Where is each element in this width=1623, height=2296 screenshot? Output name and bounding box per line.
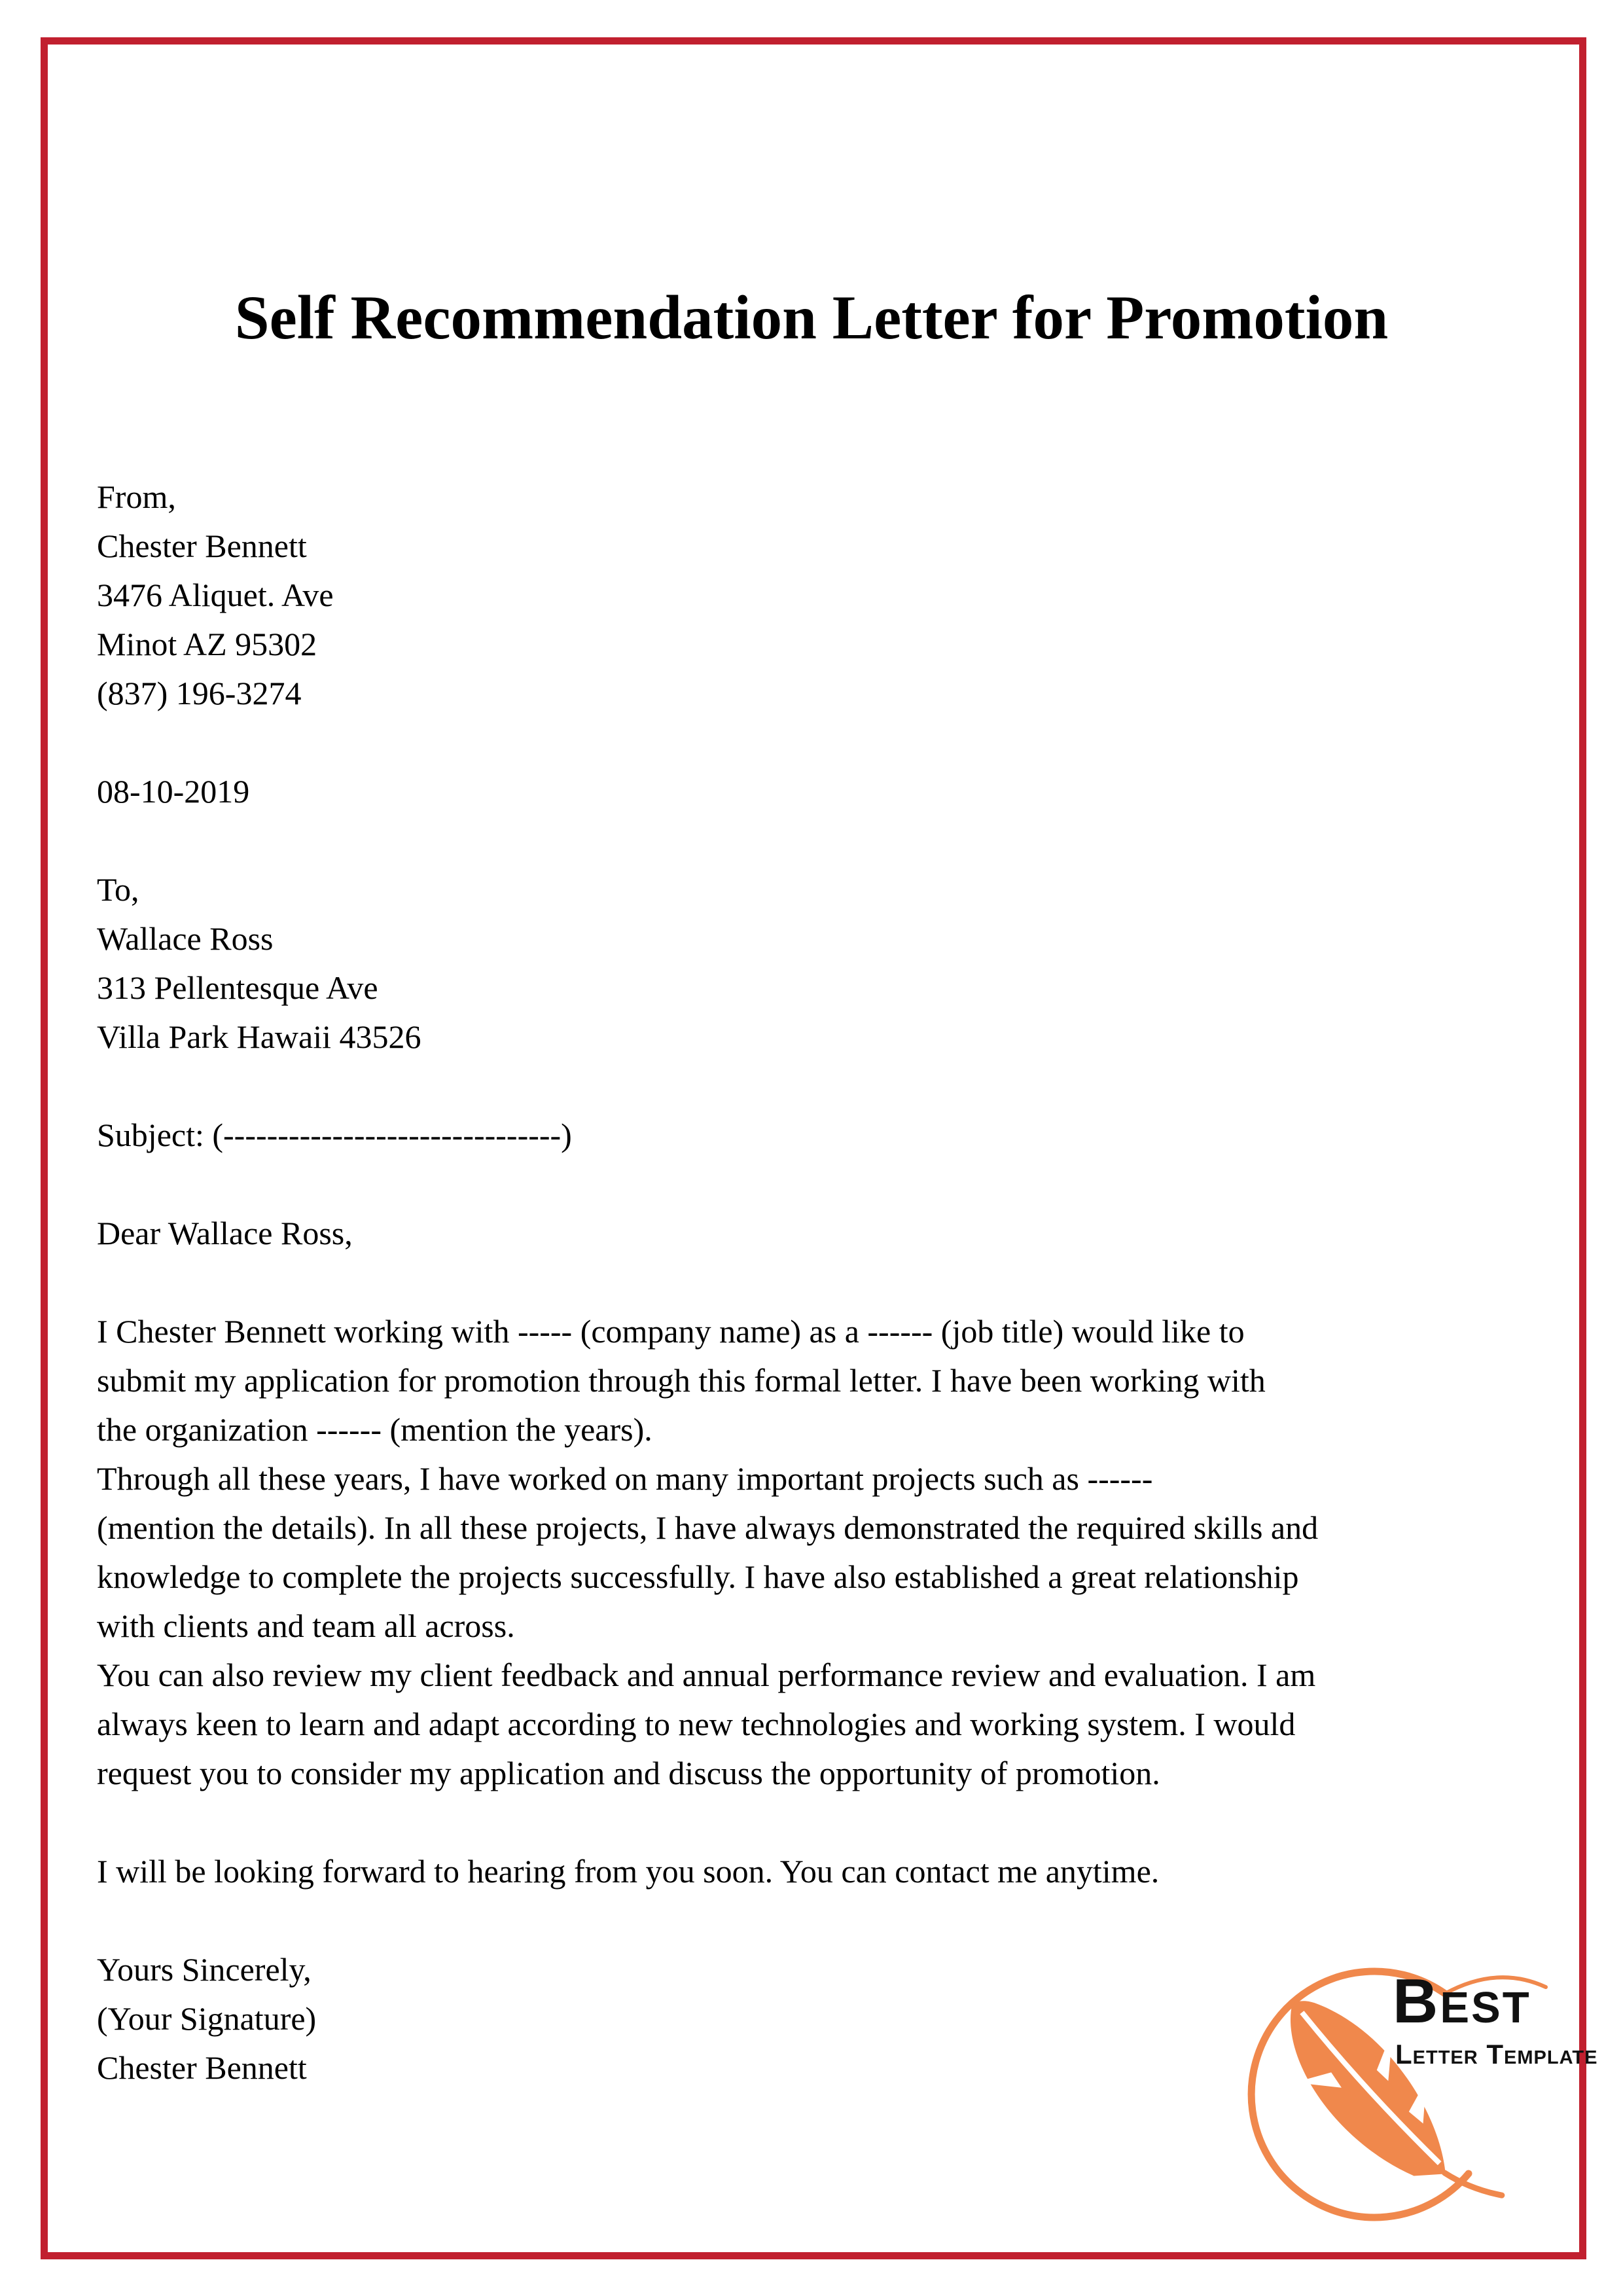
body-line: always keen to learn and adapt according to new technologies and working system. I would [97,1706,1296,1742]
sender-city: Minot AZ 95302 [97,626,317,662]
logo-tagline-text: Letter Template [1395,2039,1598,2070]
sender-phone: (837) 196-3274 [97,675,302,711]
logo-brand-text: Best [1393,1966,1531,2036]
recipient-street: 313 Pellentesque Ave [97,969,378,1006]
page-title: Self Recommendation Letter for Promotion [234,283,1389,352]
closing-line: I will be looking forward to hearing from you soon. You can contact me anytime. [97,1853,1160,1890]
sender-street: 3476 Aliquet. Ave [97,577,334,613]
signoff-sincerely: Yours Sincerely, [97,1951,312,1988]
body-line: request you to consider my application and discuss the opportunity of promotion. [97,1755,1160,1791]
letter-body [97,473,1406,2092]
to-label: To, [97,871,139,908]
body-line: Through all these years, I have worked on many important projects such as ------ [97,1460,1153,1497]
body-paragraph [97,1307,1406,1798]
signoff-name: Chester Bennett [97,2049,307,2086]
body-line: You can also review my client feedback and annual performance review and evaluation. I am [97,1657,1316,1693]
body-line: the organization ------ (mention the years). [97,1411,652,1448]
salutation: Dear Wallace Ross, [97,1215,353,1251]
body-line: knowledge to complete the projects successfully. I have also established a great relationship [97,1558,1299,1595]
letter-date: 08-10-2019 [97,773,250,810]
sender-name: Chester Bennett [97,528,307,564]
body-line: I Chester Bennett working with ----- (company name) as a ------ (job title) would like to [97,1313,1245,1350]
from-label: From, [97,478,176,515]
body-line: with clients and team all across. [97,1607,515,1644]
body-line: (mention the details). In all these projects, I have always demonstrated the required skills and [97,1509,1319,1546]
recipient-name: Wallace Ross [97,920,274,957]
recipient-city: Villa Park Hawaii 43526 [97,1018,421,1055]
body-line: submit my application for promotion through this formal letter. I have been working with [97,1362,1266,1399]
signature-placeholder: (Your Signature) [97,2000,317,2037]
subject-line: Subject: (-------------------------------) [97,1117,572,1153]
brand-logo [1211,1931,1598,2278]
